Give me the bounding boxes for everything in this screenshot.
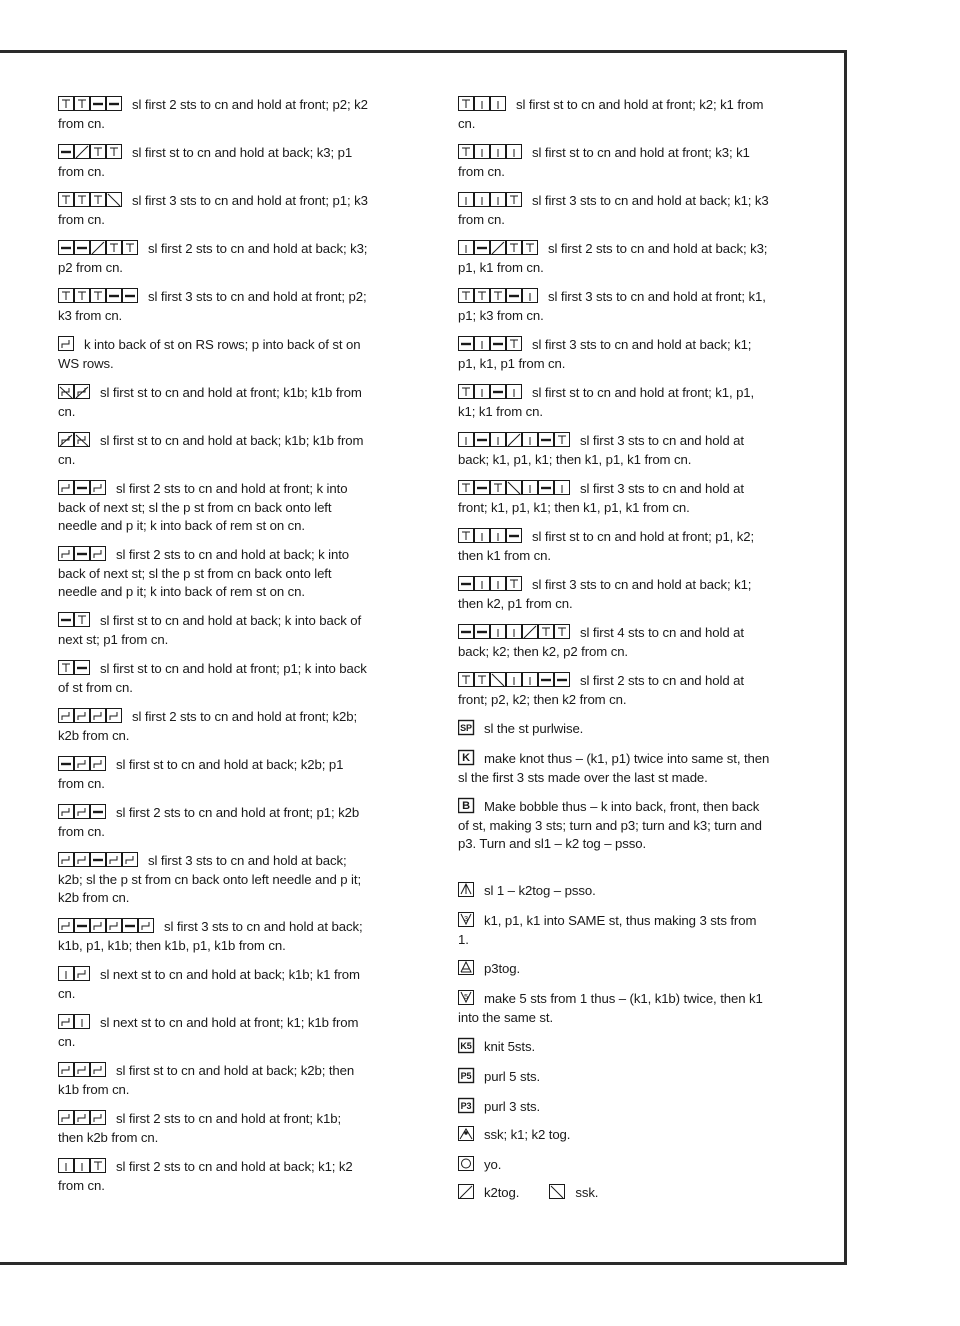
svg-text:K5: K5 <box>460 1041 472 1051</box>
legend-description: sl first 2 sts to cn and hold at front; p2; k2 from cn. <box>58 97 368 131</box>
legend-description: sl first 3 sts to cn and hold at back; k1b, p1, k1b; then k1b, p1, k1b from cn. <box>58 919 363 953</box>
svg-text:3: 3 <box>464 916 468 923</box>
chart-symbol-icon <box>458 989 476 1005</box>
legend-entry <box>458 798 770 854</box>
chart-symbol-icon <box>458 95 508 111</box>
legend-description: purl 3 sts. <box>484 1099 541 1114</box>
chart-symbol-icon <box>58 917 156 933</box>
legend-entry <box>458 912 770 949</box>
legend-description: sl first st to cn and hold at front; p1; k into back of st from cn. <box>58 661 367 695</box>
chart-symbol-icon <box>58 659 92 675</box>
chart-symbol-icon <box>458 287 540 303</box>
legend-description: sl first 2 sts to cn and hold at front; p2, k2; then k2 from cn. <box>458 673 744 707</box>
legend-description: sl first 2 sts to cn and hold at front; k into back of next st; sl the p st from cn back onto left needle and p it; k into back of rem st on cn. <box>58 481 348 533</box>
legend-description: Make bobble thus – k into back, front, then back of st, making 3 sts; turn and p3; turn and k3; turn and p3. Turn and sl1 – k2 tog – psso. <box>458 799 762 851</box>
chart-symbol-icon <box>458 239 540 255</box>
legend-description: sl next st to cn and hold at front; k1; k1b from cn. <box>58 1015 359 1049</box>
legend-entry <box>58 144 368 181</box>
chart-symbol-icon <box>458 1067 476 1083</box>
chart-symbol-icon <box>58 239 140 255</box>
chart-symbol-icon <box>458 911 476 927</box>
chart-symbol-icon <box>458 575 524 591</box>
chart-symbol-icon <box>458 143 524 159</box>
chart-symbol-icon <box>58 965 92 981</box>
legend-entry <box>58 756 368 793</box>
chart-symbol-icon <box>58 803 108 819</box>
svg-text:P5: P5 <box>460 1071 472 1081</box>
chart-symbol-icon <box>58 431 92 447</box>
legend-entry <box>458 750 770 787</box>
legend-description: k1, p1, k1 into SAME st, thus making 3 sts from 1. <box>458 913 757 947</box>
chart-symbol-icon <box>458 431 572 447</box>
legend-entry <box>58 336 368 373</box>
legend-entry <box>458 1068 770 1087</box>
chart-symbol-icon <box>458 335 524 351</box>
legend-entry <box>58 804 368 841</box>
chart-symbol-icon <box>58 287 140 303</box>
legend-entry <box>58 918 368 955</box>
legend-description: purl 5 sts. <box>484 1069 541 1084</box>
chart-symbol-icon <box>458 527 524 543</box>
legend-description: sl first 2 sts to cn and hold at front; p1; k2b from cn. <box>58 805 360 839</box>
legend-entry <box>458 432 770 469</box>
legend-entry <box>458 288 770 325</box>
chart-symbol-icon <box>458 719 476 735</box>
legend-description: sl first 3 sts to cn and hold at front; k1, p1, k1; then k1, p1, k1 from cn. <box>458 481 744 515</box>
legend-description: sl first 3 sts to cn and hold at front; k1, p1; k3 from cn. <box>458 289 766 323</box>
svg-text:SP: SP <box>460 723 472 733</box>
chart-symbol-icon <box>458 1183 476 1199</box>
chart-symbol-icon <box>458 881 476 897</box>
legend-entry <box>458 990 770 1027</box>
chart-symbol-icon <box>58 1109 108 1125</box>
legend-description: sl first 2 sts to cn and hold at back; k into back of next st; sl the p st from cn back onto left needle and p it; k into back of rem st on cn. <box>58 547 349 599</box>
legend-description: sl first 2 sts to cn and hold at front; k2b; k2b from cn. <box>58 709 358 743</box>
legend-entry <box>58 966 368 1003</box>
legend-description: sl first 3 sts to cn and hold at back; k1, p1, k1; then k1, p1, k1 from cn. <box>458 433 744 467</box>
chart-symbol-icon <box>458 671 572 687</box>
chart-symbol-icon <box>458 959 476 975</box>
legend-description: k into back of st on RS rows; p into back of st on WS rows. <box>58 337 361 371</box>
legend-description: sl next st to cn and hold at back; k1b; k1 from cn. <box>58 967 360 1001</box>
legend-entry <box>458 336 770 373</box>
legend-entry <box>458 960 770 979</box>
legend-entry <box>58 480 368 536</box>
legend-entry <box>458 1038 770 1057</box>
legend-description: sl first 3 sts to cn and hold at front; p1; k3 from cn. <box>58 193 368 227</box>
legend-entry <box>458 1156 770 1175</box>
svg-text:5: 5 <box>464 994 468 1001</box>
legend-entry <box>58 1014 368 1051</box>
legend-description: ssk. <box>575 1185 599 1200</box>
legend-entry <box>458 1098 770 1117</box>
legend-description: sl first 3 sts to cn and hold at back; k1; k3 from cn. <box>458 193 769 227</box>
legend-description: sl the st purlwise. <box>484 721 584 736</box>
legend-entry <box>458 240 770 277</box>
legend-entry <box>458 1184 770 1203</box>
legend-description: sl first 4 sts to cn and hold at back; k2; then k2, p2 from cn. <box>458 625 744 659</box>
legend-entry <box>458 192 770 229</box>
chart-symbol-icon <box>549 1183 567 1199</box>
legend-description: sl first 2 sts to cn and hold at back; k3; p1, k1 from cn. <box>458 241 768 275</box>
legend-description: p3tog. <box>484 961 521 976</box>
legend-entry <box>58 288 368 325</box>
legend-description: sl first 2 sts to cn and hold at back; k3; p2 from cn. <box>58 241 368 275</box>
chart-symbol-icon <box>58 479 108 495</box>
chart-symbol-icon <box>458 479 572 495</box>
legend-entry <box>58 384 368 421</box>
chart-symbol-icon <box>458 1155 476 1171</box>
chart-symbol-icon <box>458 1037 476 1053</box>
legend-entry <box>58 240 368 277</box>
legend-description: sl 1 – k2tog – psso. <box>484 883 596 898</box>
legend-description: sl first 3 sts to cn and hold at back; k1; p1, k1, p1 from cn. <box>458 337 752 371</box>
legend-entry <box>458 624 770 661</box>
legend-entry <box>58 432 368 469</box>
chart-symbol-icon <box>458 191 524 207</box>
chart-symbol-icon <box>58 851 140 867</box>
chart-symbol-icon <box>58 1013 92 1029</box>
chart-symbol-icon <box>58 143 124 159</box>
chart-symbol-icon <box>58 611 92 627</box>
legend-entry <box>58 612 368 649</box>
legend-description: ssk; k1; k2 tog. <box>484 1127 571 1142</box>
legend-entry <box>458 384 770 421</box>
legend-description: sl first st to cn and hold at front; p1, k2; then k1 from cn. <box>458 529 755 563</box>
legend-entry <box>458 576 770 613</box>
legend-description: make knot thus – (k1, p1) twice into same st, then sl the first 3 sts made over the last st made. <box>458 751 770 785</box>
legend-entry <box>458 672 770 709</box>
legend-entry <box>58 546 368 602</box>
chart-symbol-icon <box>58 1157 108 1173</box>
chart-symbol-icon <box>58 383 92 399</box>
legend-description: sl first st to cn and hold at back; k1b; k1b from cn. <box>58 433 364 467</box>
svg-text:B: B <box>462 800 470 812</box>
legend-description: knit 5sts. <box>484 1039 536 1054</box>
chart-symbol-icon <box>458 1097 476 1113</box>
legend-description: sl first st to cn and hold at front; k1b; k1b from cn. <box>58 385 362 419</box>
chart-symbol-icon <box>58 755 108 771</box>
legend-description: sl first st to cn and hold at back; k2b; then k1b from cn. <box>58 1063 355 1097</box>
legend-entry <box>58 192 368 229</box>
legend-description: sl first st to cn and hold at front; k3; k1 from cn. <box>458 145 750 179</box>
legend-entry <box>58 852 368 908</box>
legend-entry <box>58 708 368 745</box>
legend-entry <box>458 882 770 901</box>
chart-symbol-icon <box>458 623 572 639</box>
chart-symbol-icon <box>58 707 124 723</box>
legend-entry <box>458 1126 770 1145</box>
legend-entry <box>58 96 368 133</box>
legend-entry <box>458 96 770 133</box>
legend-description: sl first 3 sts to cn and hold at back; k2b; sl the p st from cn back onto left needle and p it; k2b from cn. <box>58 853 362 905</box>
chart-symbol-icon <box>58 335 76 351</box>
svg-text:P3: P3 <box>460 1101 472 1111</box>
legend-entry <box>58 1158 368 1195</box>
legend-description: sl first st to cn and hold at front; k1, p1, k1; k1 from cn. <box>458 385 755 419</box>
legend-entry <box>58 1110 368 1147</box>
legend-entry <box>58 1062 368 1099</box>
legend-description: k2tog. <box>484 1185 520 1200</box>
legend-entry <box>458 480 770 517</box>
legend-description: sl first 2 sts to cn and hold at back; k1; k2 from cn. <box>58 1159 353 1193</box>
legend-description: sl first 2 sts to cn and hold at front; k1b; then k2b from cn. <box>58 1111 342 1145</box>
chart-symbol-icon <box>458 749 476 765</box>
legend-description: sl first st to cn and hold at back; k3; p1 from cn. <box>58 145 353 179</box>
legend-entry <box>458 144 770 181</box>
chart-symbol-icon <box>58 1061 108 1077</box>
legend-description: sl first 3 sts to cn and hold at back; k1; then k2, p1 from cn. <box>458 577 752 611</box>
legend-entry <box>458 528 770 565</box>
legend-entry <box>458 720 770 739</box>
legend-description: make 5 sts from 1 thus – (k1, k1b) twice, then k1 into the same st. <box>458 991 763 1025</box>
legend-description: sl first 3 sts to cn and hold at front; p2; k3 from cn. <box>58 289 367 323</box>
svg-text:K: K <box>462 752 470 764</box>
chart-symbol-icon <box>458 1125 476 1141</box>
chart-symbol-icon <box>58 545 108 561</box>
chart-symbol-icon <box>458 797 476 813</box>
chart-symbol-icon <box>58 95 124 111</box>
legend-entry <box>58 660 368 697</box>
chart-symbol-icon <box>58 191 124 207</box>
legend-description: yo. <box>484 1157 502 1172</box>
legend-description: sl first st to cn and hold at back; k2b; p1 from cn. <box>58 757 344 791</box>
legend-description: sl first st to cn and hold at back; k into back of next st; p1 from cn. <box>58 613 362 647</box>
legend-description: sl first st to cn and hold at front; k2; k1 from cn. <box>458 97 764 131</box>
chart-symbol-icon <box>458 383 524 399</box>
